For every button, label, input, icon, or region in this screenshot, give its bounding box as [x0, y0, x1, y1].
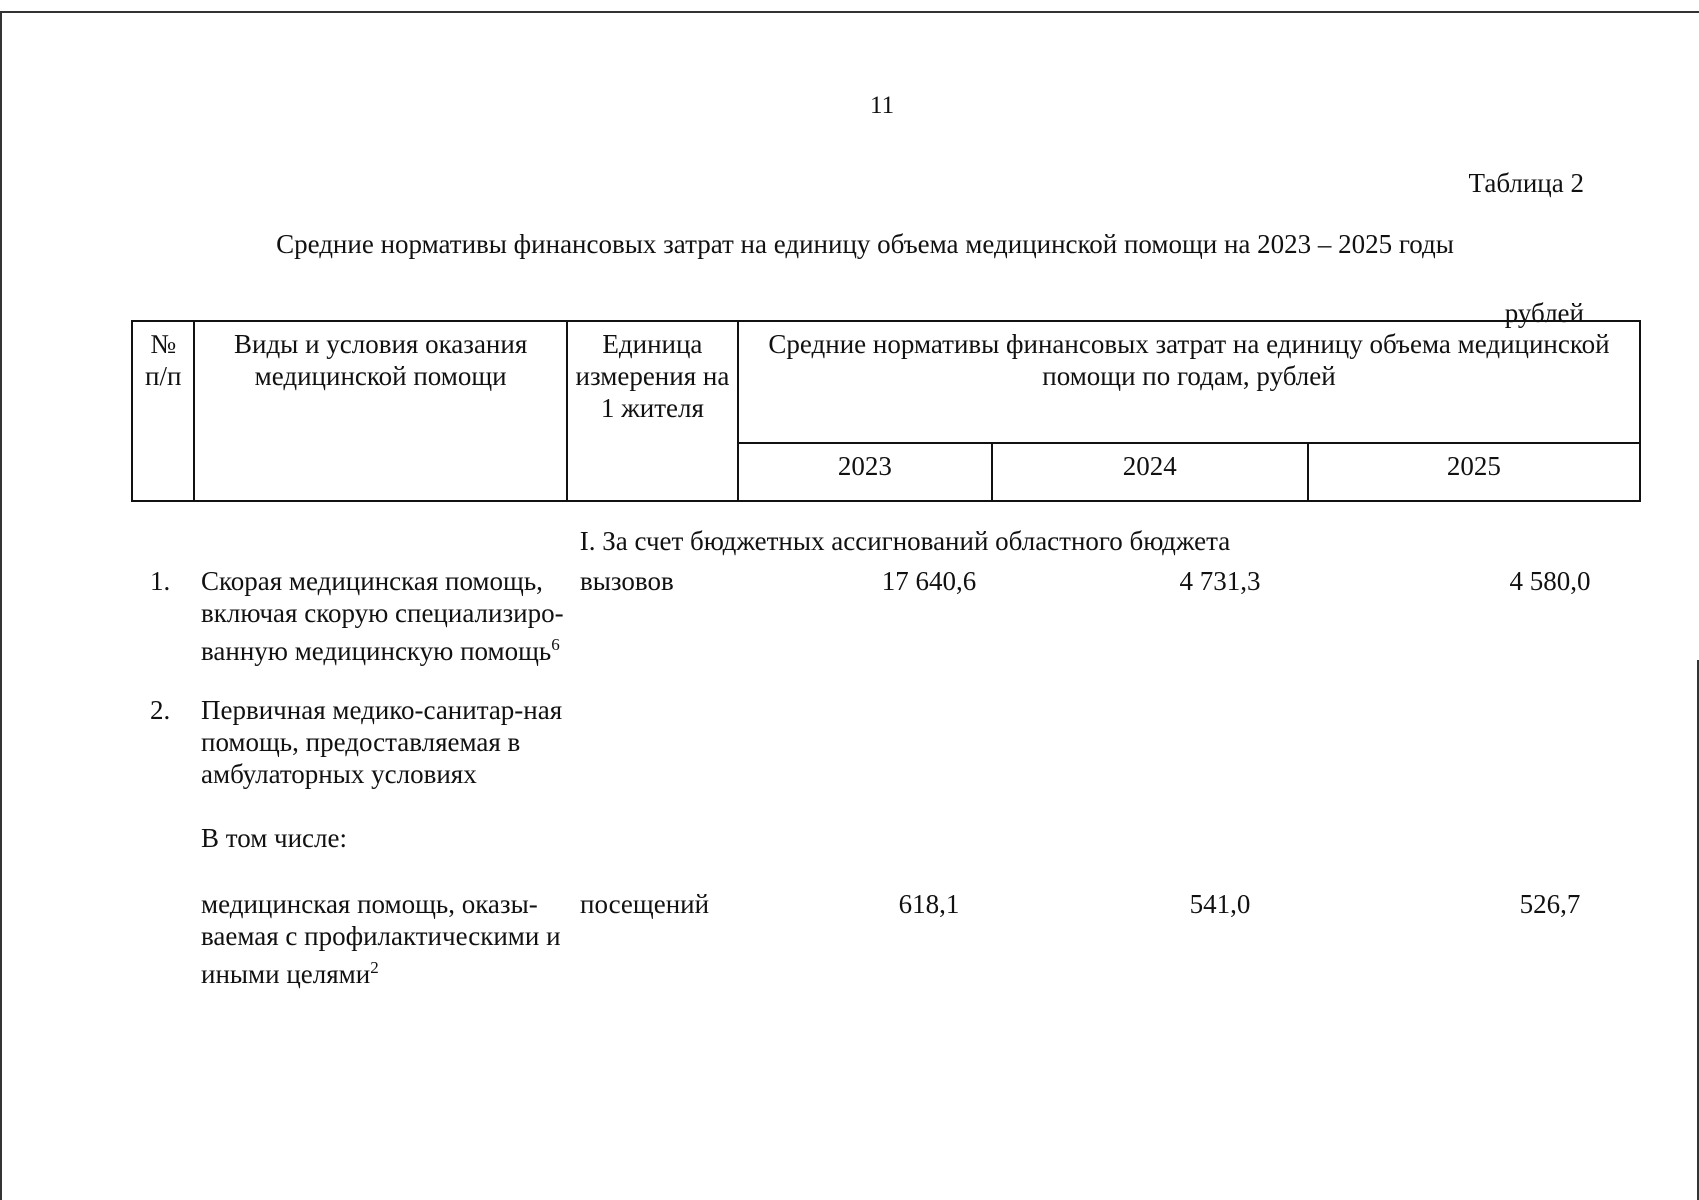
page-number: 11: [870, 92, 895, 119]
page-border-left: [0, 11, 2, 1200]
row-value-2024: 541,0: [1189, 889, 1251, 919]
section-heading: I. За счет бюджетных ассигнований областного бюджета: [579, 526, 1231, 556]
row-unit: посещений: [580, 889, 710, 919]
row-kind: Первичная медико-санитар-ная помощь, предоставляемая в амбулаторных условиях: [201, 695, 563, 789]
header-kind: Виды и условия оказания медицинской помощи: [194, 321, 566, 501]
header-number: № п/п: [132, 321, 194, 501]
row-value-2023: 17 640,6: [881, 566, 977, 596]
page-border-top: [0, 11, 1699, 13]
footnote-mark: 6: [551, 635, 560, 654]
row-kind: медицинская помощь, оказы-ваемая с профилактическими и иными целями$^2$: [201, 889, 561, 989]
row-value-2023: 618,1: [898, 889, 960, 919]
row-value-2024: 4 731,3: [1179, 566, 1261, 596]
document-title: Средние нормативы финансовых затрат на единицу объема медицинской помощи на 2023 – 2025 годы: [276, 229, 1454, 259]
header-year-2023: 2023: [738, 443, 992, 501]
header-norms: Средние нормативы финансовых затрат на единицу объема медицинской помощи по годам, рублей: [738, 321, 1640, 443]
row-kind: В том числе:: [201, 823, 347, 853]
header-unit: Единица измерения на 1 жителя: [567, 321, 738, 501]
row-number: 1.: [150, 566, 171, 596]
row-kind: Скорая медицинская помощь, включая скорую специализиро-ванную медицинскую помощь$^6$: [201, 566, 564, 666]
row-number: 2.: [150, 695, 171, 725]
row-unit: вызовов: [580, 566, 674, 596]
unit-note: рублей: [1504, 298, 1584, 328]
header-year-2024: 2024: [992, 443, 1308, 501]
table-label: Таблица 2: [1468, 168, 1584, 198]
header-year-2025: 2025: [1308, 443, 1640, 501]
row-value-2025: 526,7: [1519, 889, 1581, 919]
row-value-2025: 4 580,0: [1509, 566, 1591, 596]
norms-table-header: [131, 320, 1641, 502]
footnote-mark: 2: [370, 958, 379, 977]
